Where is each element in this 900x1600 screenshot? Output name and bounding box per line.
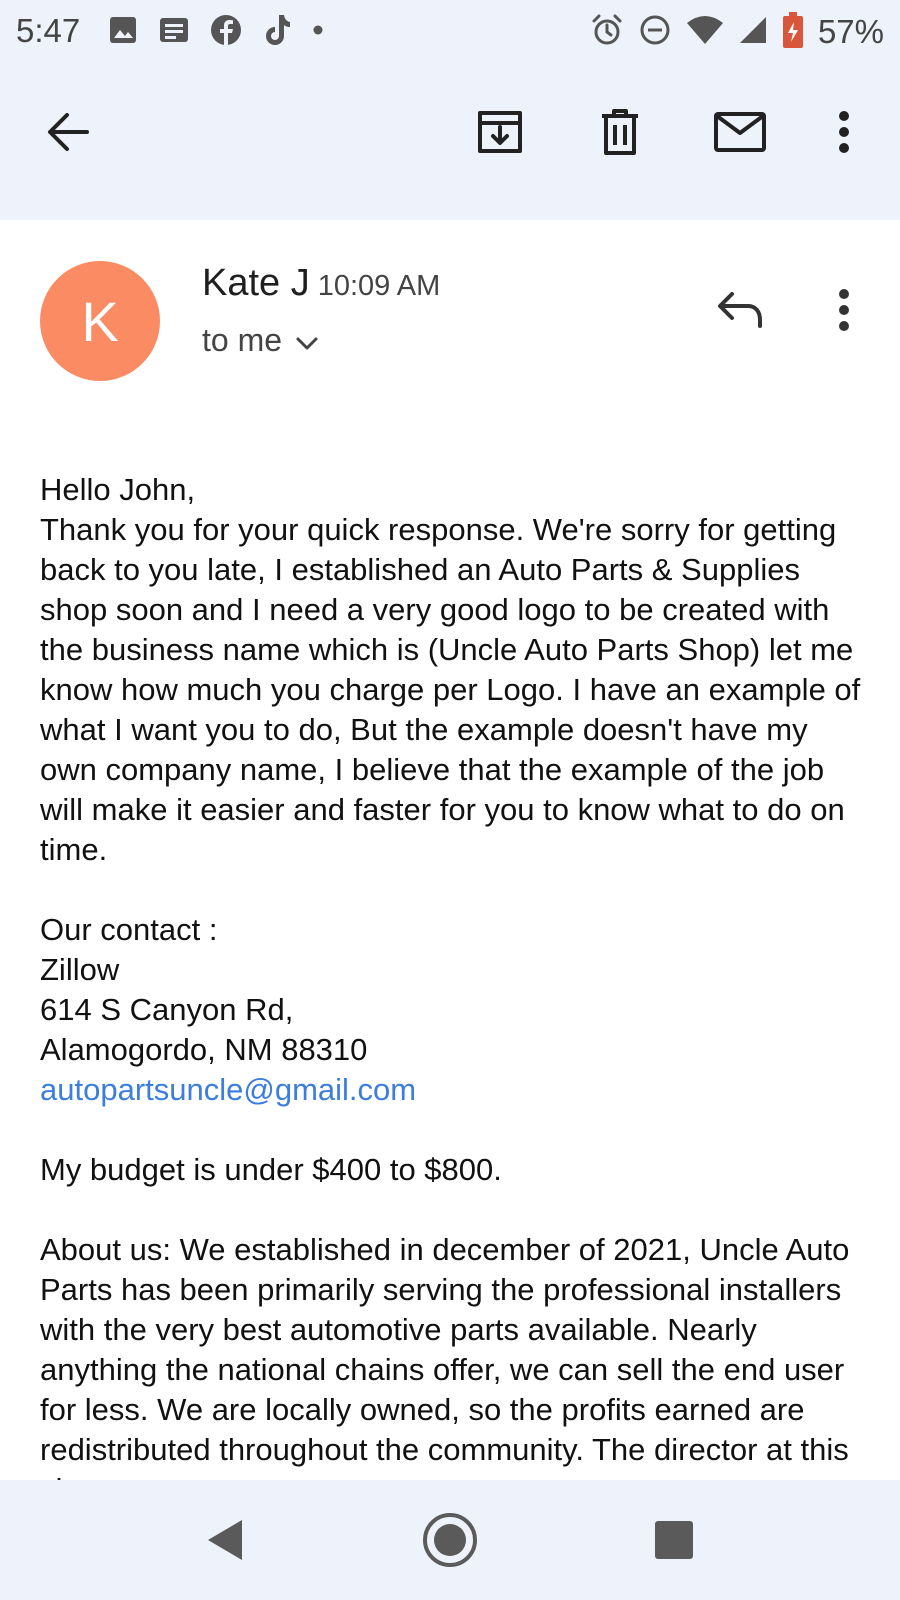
status-time: 5:47 <box>16 12 81 49</box>
facebook-icon <box>210 14 242 51</box>
wifi-icon <box>686 15 724 50</box>
archive-button[interactable] <box>470 104 530 164</box>
nav-back-icon <box>204 1518 244 1567</box>
toolbar-more-button[interactable] <box>814 104 874 164</box>
more-vert-icon <box>837 110 851 159</box>
reply-button[interactable] <box>710 282 770 342</box>
nav-recents-button[interactable] <box>636 1504 712 1580</box>
greeting: Hello John, <box>40 472 196 507</box>
notification-icons <box>108 12 324 52</box>
nav-home-button[interactable] <box>412 1504 488 1580</box>
do-not-disturb-icon <box>638 13 672 52</box>
sender-avatar[interactable]: K <box>40 261 160 381</box>
nav-recents-icon <box>654 1520 694 1565</box>
navigation-bar <box>0 1480 900 1600</box>
gallery-icon <box>108 15 138 50</box>
alarm-icon <box>590 13 624 52</box>
signal-icon <box>738 15 768 50</box>
recipient-label: to me <box>202 322 283 358</box>
archive-icon <box>476 109 524 160</box>
battery-percent: 57% <box>817 13 884 50</box>
dot-icon <box>312 23 324 41</box>
delete-icon <box>598 108 642 161</box>
battery-icon <box>782 11 804 54</box>
reply-icon <box>716 290 764 335</box>
sender-line <box>202 262 440 305</box>
email-toolbar <box>0 64 900 220</box>
more-vert-icon <box>837 288 851 337</box>
system-icons <box>590 12 884 52</box>
email-more-button[interactable] <box>814 282 874 342</box>
address-line-1: 614 S Canyon Rd, <box>40 992 294 1027</box>
address-line-2: Alamogordo, NM 88310 <box>40 1032 368 1067</box>
mark-unread-button[interactable] <box>710 104 770 164</box>
news-icon <box>158 15 190 50</box>
recipient-toggle[interactable] <box>202 322 318 359</box>
back-arrow-icon <box>45 109 91 160</box>
email-link[interactable]: autopartsuncle@gmail.com <box>40 1072 417 1107</box>
delete-button[interactable] <box>590 104 650 164</box>
email-body <box>40 470 870 1480</box>
contact-heading: Our contact : <box>40 912 218 947</box>
sender-name[interactable]: Kate J <box>202 262 310 304</box>
chevron-down-icon <box>296 322 318 359</box>
contact-name: Zillow <box>40 952 120 987</box>
budget-text: My budget is under $400 to $800. <box>40 1152 502 1187</box>
email-time: 10:09 AM <box>317 270 441 302</box>
tiktok-icon <box>262 13 292 52</box>
status-bar <box>0 0 900 64</box>
nav-home-icon <box>421 1511 479 1574</box>
nav-back-button[interactable] <box>186 1504 262 1580</box>
about-paragraph: About us: We established in december of 2021, Uncle Auto Parts has been primarily serving the professional installers with the very best automotive parts available. Nearly anything the national chains offer, we can sell the end user for less. We are locally owned, so the profits earned are redistributed throughout the community. The director at this <box>40 1232 850 1467</box>
mark-unread-icon <box>713 111 767 158</box>
body-paragraph: Thank you for your quick response. We're sorry for getting back to you late, I established an Auto Parts & Supplies shop soon and I need a very good logo to be created with the business name which is (Uncle Auto Parts Shop) let me know how much you charge per Logo. I have an example of what I want you to do, But the example doesn't have my own company name, I believe that the example of the job will make it easier and faster for you to know what to do on time. <box>40 512 861 867</box>
back-button[interactable] <box>38 104 98 164</box>
